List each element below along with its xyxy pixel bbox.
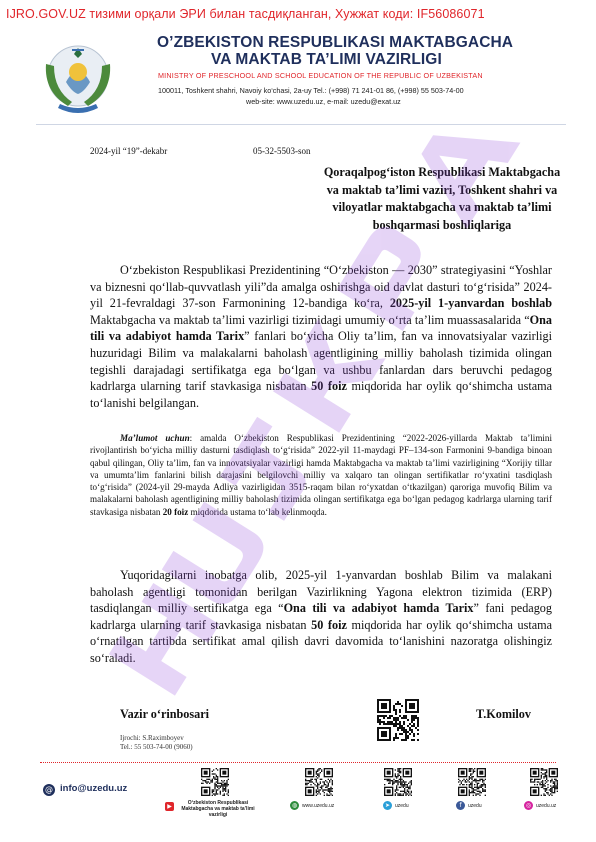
ministry-name [157,34,557,68]
body-paragraph-2 [90,567,552,667]
bold-percent: 50 foiz [311,617,347,632]
youtube-icon: ▶ [165,802,174,811]
footer-link-instagram[interactable]: uzedu.uz [536,803,557,809]
document-date: 2024-yil “19”-dekabr [90,146,168,156]
executor-name: Ijrochi: S.Raximboyev [120,734,184,742]
info-note [90,432,552,518]
signatory-name: T.Komilov [476,707,531,721]
bold-percent: 20 foiz [162,506,189,517]
text-run: miqdorida ustama to‘lab kelinmoqda. [188,506,327,517]
bold-subject: Ona tili va adabiyot hamda Tarix [90,312,552,344]
executor-phone: Tel.: 55 503-74-00 (9060) [120,743,193,751]
footer-divider [40,762,556,763]
text-run: miqdorida har oylik qo‘shimcha ustama o‘rnatilgan tartibda sertifikat amal qilish davri davomida to‘lanishini nazoratga olishingiz so‘raladi. [90,617,553,665]
note-lead: Ma’lumot uchun [120,433,190,443]
executor-info [120,734,193,752]
ministry-address: 100011, Toshkent shahri, Navoiy ko‘chasi, 2a-uy Tel.: (+998) 71 241-01 86, (+998) 55 503-74-00 [158,86,464,95]
telegram-icon: ➤ [384,802,391,809]
footer-link-telegram[interactable]: uzedu [395,803,409,809]
email-icon: @ [45,785,53,794]
state-emblem-icon [36,32,120,122]
text-run: ” fanlari bo‘yicha Oliy ta’lim, fan va innovatsiyalar vazirligi huzuridagi Bilim va malakalarni baholash agentligining milliy baholash tizimida olingan tegishli darajadagi sertifikatga ega bo‘lgan va ushbu fanlardan dars beruvchi pedagog kadrlarga ularning tarif stavkasiga nisbatan [90,329,552,394]
youtube-qr-code-icon [201,768,229,796]
text-run: ” fani pedagog kadrlarga ularning tarif stavkasiga nisbatan [90,601,552,632]
instagram-icon: ◎ [525,802,532,809]
youtube-channel-label[interactable]: O‘zbekiston Respublikasi Maktabgacha va maktab ta’limi vazirligi [181,800,255,818]
verification-banner: IJRO.GOV.UZ тизими орқали ЭРИ билан тасдиқланган, Хужжат коди: IF56086071 [6,7,485,21]
ministry-web: web-site: www.uzedu.uz, e-mail: uzedu@exat.uz [246,97,401,106]
ministry-contacts [158,85,558,107]
body-paragraph-1 [90,262,552,411]
instagram-qr-code-icon [530,768,558,796]
footer-link-facebook[interactable]: uzedu [468,803,482,809]
footer-link-website[interactable]: www.uzedu.uz [302,803,335,809]
bold-date: 2025-yil 1-yanvardan boshlab [389,296,552,311]
bold-percent: 50 foiz [311,379,347,394]
footer-email[interactable]: info@uzedu.uz [60,783,128,794]
document-number: 05-32-5503-son [253,146,311,156]
facebook-qr-code-icon [458,768,486,796]
telegram-qr-code-icon [384,768,412,796]
bold-subject: Ona tili va adabiyot hamda Tarix [283,601,474,616]
signature-qr-code-icon [377,699,419,741]
ministry-name-line1: O’ZBEKISTON RESPUBLIKASI MAKTABGACHA [157,34,514,51]
signatory-title: Vazir o‘rinbosari [120,707,210,721]
text-run: : amalda O‘zbekiston Respublikasi Prezidentining “2022-2026-yillarda Maktab ta’limini rivojlantirish bo‘yicha milliy dasturni tasdiqlash to‘g‘risida” 2022-yil 11-maydagi PF–134-son Farmonini 9-bandiga binoan qabul qilingan, Oliy ta’lim, fan va innovatsiyalar vazirligi hamda Maktabgacha va maktab ta’limi vazirligining “Xorijiy tillar va umumta’lim fanlarini bilish darajasini belgilovchi milliy va xalqaro tan olingan sertifikatlar ro‘yxatini tasdiqlash to‘g‘risida” (2024-yil 29-mayda Adliya vazirligidan 3515-raqam bilan ro‘yxatdan o‘tkazilgan) qaroriga muvofiq Bilim va malakalarni baholash agentligining milliy baholash tizimida olingan sertifikatga ega bo‘lgan pedagog kadrlarga ularning tarif stavkasiga nisbatan [90,433,553,517]
text-run: O‘zbekiston Respublikasi Prezidentining “O‘zbekiston — 2030” strategiyasini “Yoshlar va biznesni qo‘llab-quvvatlash yili”da amalga oshirishga oid davlat dasturi to‘g‘risida” 2024-yil 21-fevraldagi 37-son Farmonining 12-bandiga ko‘ra, [90,263,552,311]
ministry-name-line2: VA MAKTAB TA’LIMI VAZIRLIGI [211,51,442,68]
addressee: Qoraqalpog‘iston Respublikasi Maktabgacha va maktab ta’limi vaziri, Toshkent shahri va viloyatlar maktabgacha va maktab ta’limi boshqarmasi boshliqlariga [323,165,561,232]
website-qr-code-icon [305,768,333,796]
ministry-name-english: MINISTRY OF PRESCHOOL AND SCHOOL EDUCATION OF THE REPUBLIC OF UZBEKISTAN [158,71,483,80]
text-run: Yuqoridagilarni inobatga olib, 2025-yil 1-yanvardan boshlab Bilim va malakani baholash agentligi tomonidan berilgan Vazirlikning Yagona elektron tizimida (ERP) tasdiqlangan milliy sertifikatga ega “ [90,568,552,616]
text-run: miqdorida har oylik qo‘shimcha ustama to‘lanishi belgilangan. [90,379,553,410]
globe-icon: ◍ [291,802,298,809]
text-run: Maktabgacha va maktab ta’limi vazirligi tizimidagi umumiy o‘rta ta’lim muassasalarida “ [90,312,530,327]
facebook-icon: f [456,801,465,810]
header-divider [36,124,566,125]
